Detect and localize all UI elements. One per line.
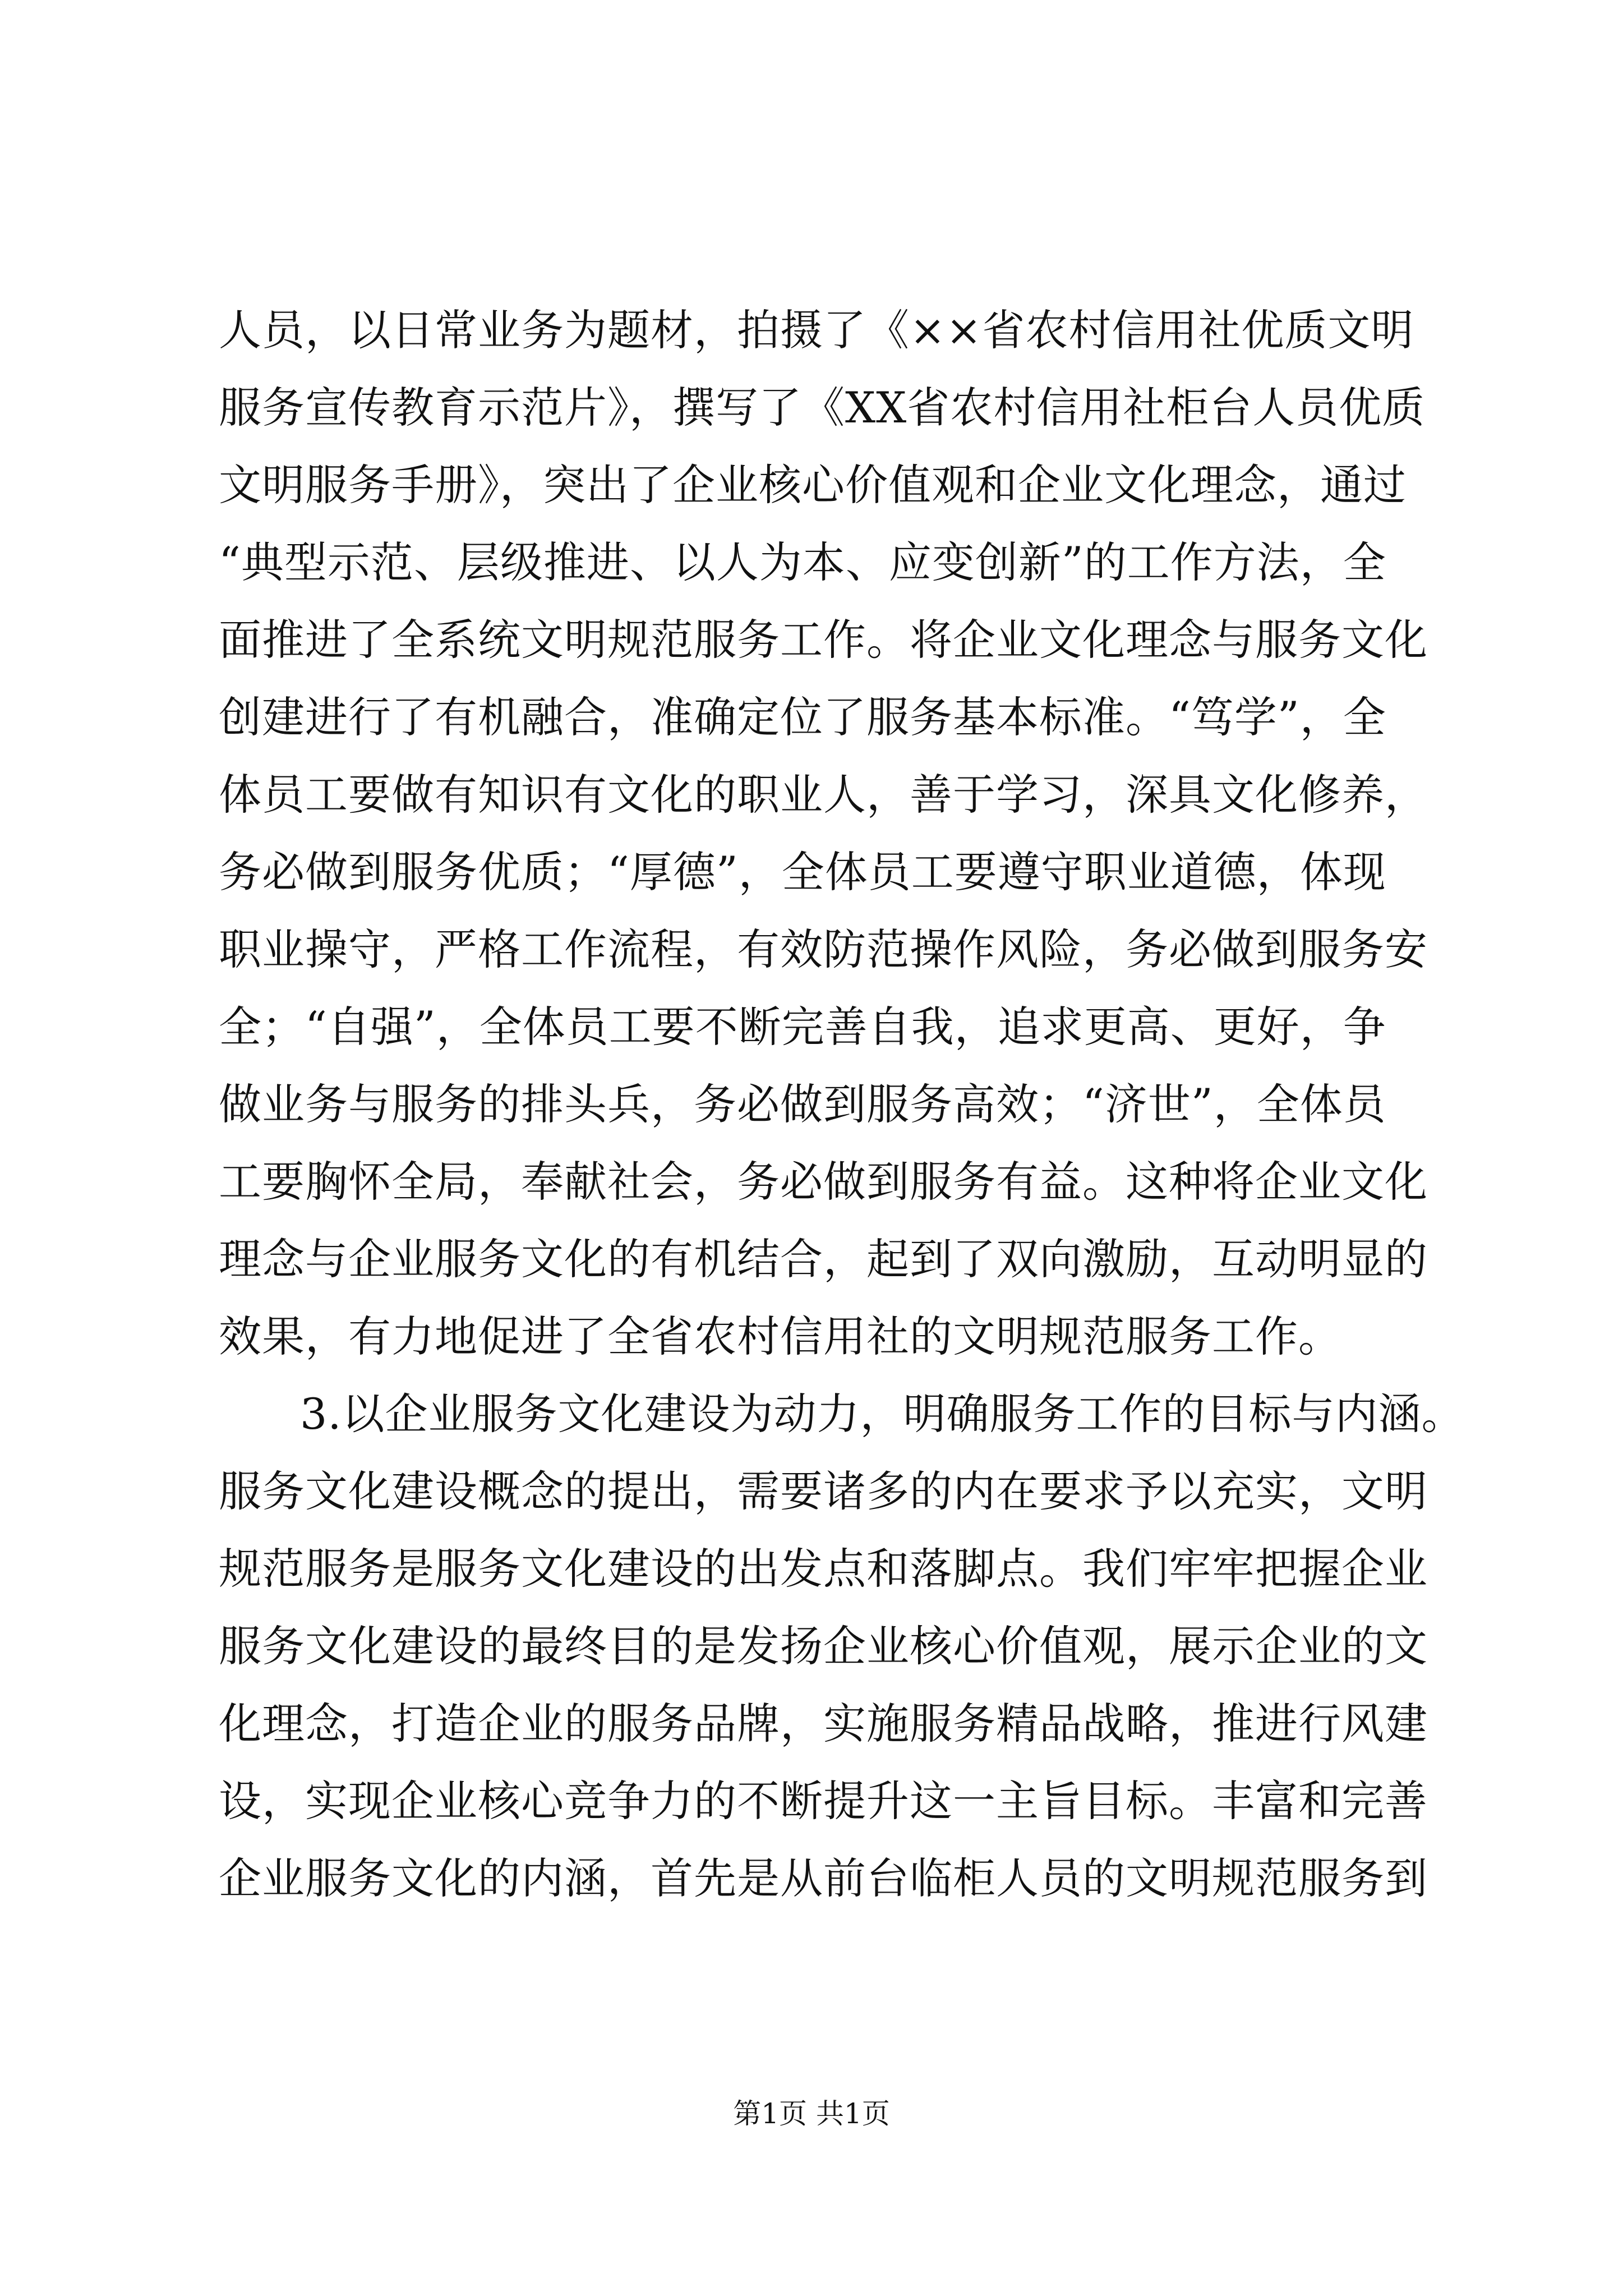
text-line: 文明服务手册》，突出了企业核心价值观和企业文化理念，通过 bbox=[219, 460, 1407, 510]
text-line: 人员，以日常业务为题材，拍摄了《××省农村信用社优质文明 bbox=[219, 305, 1414, 355]
text-line: 创建进行了有机融合，准确定位了服务基本标准。“笃学”，全 bbox=[219, 692, 1386, 742]
text-line: 企业服务文化的内涵，首先是从前台临柜人员的文明规范服务到 bbox=[219, 1853, 1428, 1903]
page-footer bbox=[0, 2097, 1623, 2131]
section-heading-line: 3.以企业服务文化建设为动力，明确服务工作的目标与内涵。 bbox=[300, 1389, 1465, 1439]
text-line: 服务文化建设概念的提出，需要诸多的内在要求予以充实，文明 bbox=[219, 1466, 1428, 1516]
text-line: 务必做到服务优质；“厚德”，全体员工要遵守职业道德，体现 bbox=[219, 847, 1386, 897]
text-line: 服务宣传教育示范片》，撰写了《XX省农村信用社柜台人员优质 bbox=[219, 383, 1426, 432]
text-line: 体员工要做有知识有文化的职业人，善于学习，深具文化修养， bbox=[219, 770, 1428, 820]
text-line: “典型示范、层级推进、以人为本、应变创新”的工作方法，全 bbox=[219, 537, 1386, 587]
text-line: 服务文化建设的最终目的是发扬企业核心价值观，展示企业的文 bbox=[219, 1621, 1428, 1671]
text-line: 效果，有力地促进了全省农村信用社的文明规范服务工作。 bbox=[219, 1312, 1341, 1361]
text-line: 理念与企业服务文化的有机结合，起到了双向激励，互动明显的 bbox=[219, 1234, 1428, 1284]
body-text bbox=[219, 292, 1465, 1917]
text-line: 全；“自强”，全体员工要不断完善自我，追求更高、更好，争 bbox=[219, 1002, 1386, 1052]
text-line: 规范服务是服务文化建设的出发点和落脚点。我们牢牢把握企业 bbox=[219, 1544, 1428, 1594]
page-number: 第1页 共1页 bbox=[733, 2097, 890, 2130]
text-line: 面推进了全系统文明规范服务工作。将企业文化理念与服务文化 bbox=[219, 615, 1428, 665]
text-line: 工要胸怀全局，奉献社会，务必做到服务有益。这种将企业文化 bbox=[219, 1157, 1428, 1207]
text-line: 做业务与服务的排头兵，务必做到服务高效；“济世”，全体员 bbox=[219, 1079, 1386, 1129]
text-line: 设，实现企业核心竞争力的不断提升这一主旨目标。丰富和完善 bbox=[219, 1776, 1428, 1826]
text-line: 化理念，打造企业的服务品牌，实施服务精品战略，推进行风建 bbox=[219, 1699, 1428, 1749]
text-line: 职业操守，严格工作流程，有效防范操作风险，务必做到服务安 bbox=[219, 924, 1428, 974]
